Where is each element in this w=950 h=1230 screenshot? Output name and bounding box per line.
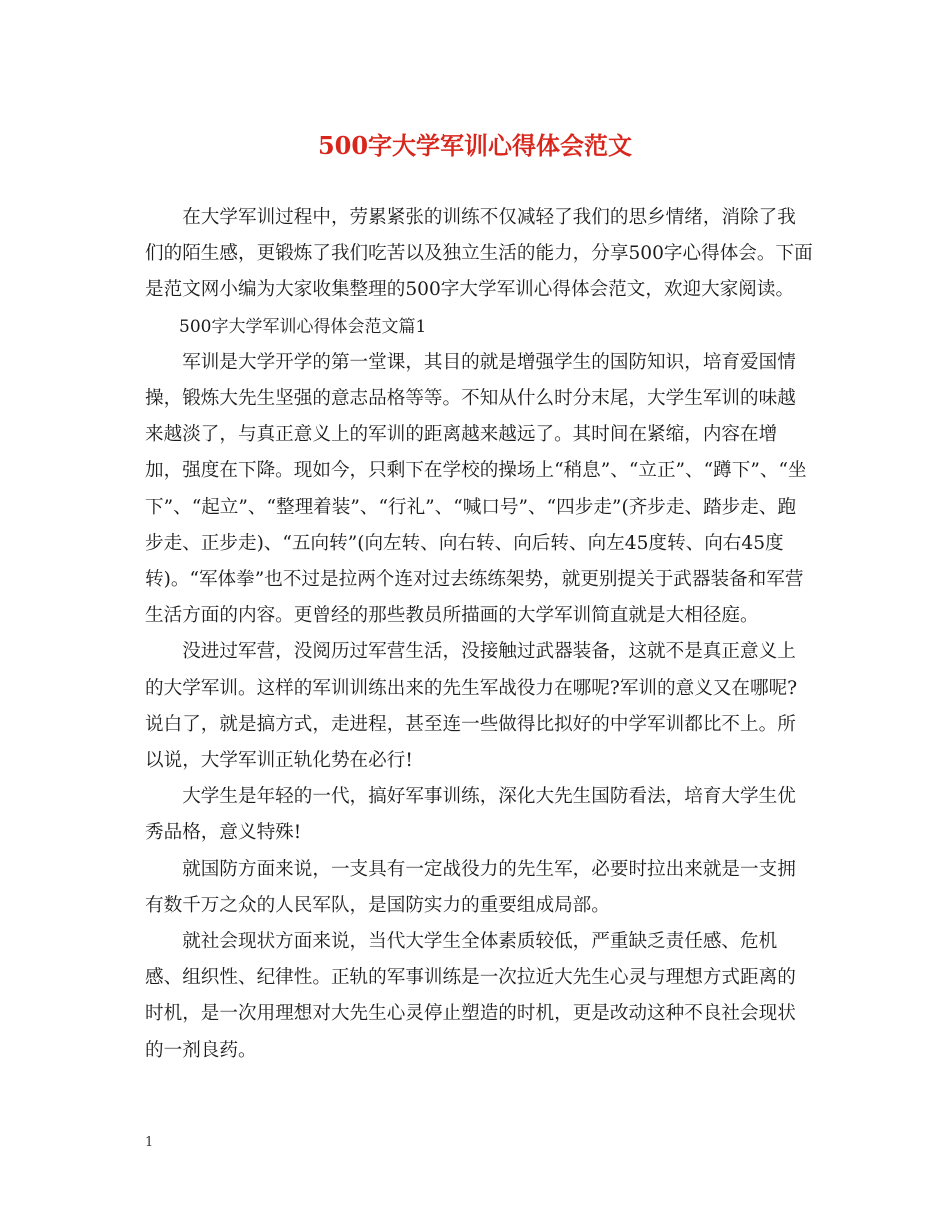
body-paragraph: 就国防方面来说，一支具有一定战役力的先生军，必要时拉出来就是一支拥有数千万之众的人民军队，是国防实力的重要组成局部。	[145, 858, 796, 916]
document-title: 500字大学军训心得体会范文	[317, 131, 633, 160]
body-paragraph: 就社会现状方面来说，当代大学生全体素质较低，严重缺乏责任感、危机感、组织性、纪律性。正轨的军事训练是一次拉近大先生心灵与理想方式距离的时机，是一次用理想对大先生心灵停止塑造的时机，更是改动这种不良社会现状的一剂良药。	[145, 931, 796, 1061]
intro-paragraph: 在大学军训过程中，劳累紧张的训练不仅减轻了我们的思乡情绪，消除了我们的陌生感，更锻炼了我们吃苦以及独立生活的能力，分享500字心得体会。下面是范文网小编为大家收集整理的500字大学军训心得体会范文，欢迎大家阅读。	[145, 207, 813, 301]
document-body	[145, 200, 813, 1069]
body-paragraph: 没进过军营，没阅历过军营生活，没接触过武器装备，这就不是真正意义上的大学军训。这样的军训训练出来的先生军战役力在哪呢?军训的意义又在哪呢?说白了，就是搞方式，走进程，甚至连一些做得比拟好的中学军训都比不上。所以说，大学军训正轨化势在必行!	[145, 641, 798, 772]
page-number: 1	[145, 1135, 154, 1150]
section-heading: 500字大学军训心得体会范文篇1	[179, 316, 427, 337]
body-paragraph: 大学生是年轻的一代，搞好军事训练，深化大先生国防看法，培育大学生优秀品格，意义特殊!	[145, 786, 796, 844]
body-paragraph: 军训是大学开学的第一堂课，其目的就是增强学生的国防知识，培育爱国情操，锻炼大先生坚强的意志品格等等。不知从什么时分末尾，大学生军训的味越来越淡了，与真正意义上的军训的距离越来越远了。其时间在紧缩，内容在增加，强度在下降。现如今，只剩下在学校的操场上“稍息”、“立正”、“蹲下”、“坐下”、“起立”、“整理着装”、“行礼”、“喊口号”、“四步走”(齐步走、踏步走、跑步走、正步走)、“五向转”(向左转、向右转、向后转、向左45度转、向右45度转)。“军体拳”也不过是拉两个连对过去练练架势，就更别提关于武器装备和军营生活方面的内容。更曾经的那些教员所描画的大学军训简直就是大相径庭。	[145, 351, 807, 627]
